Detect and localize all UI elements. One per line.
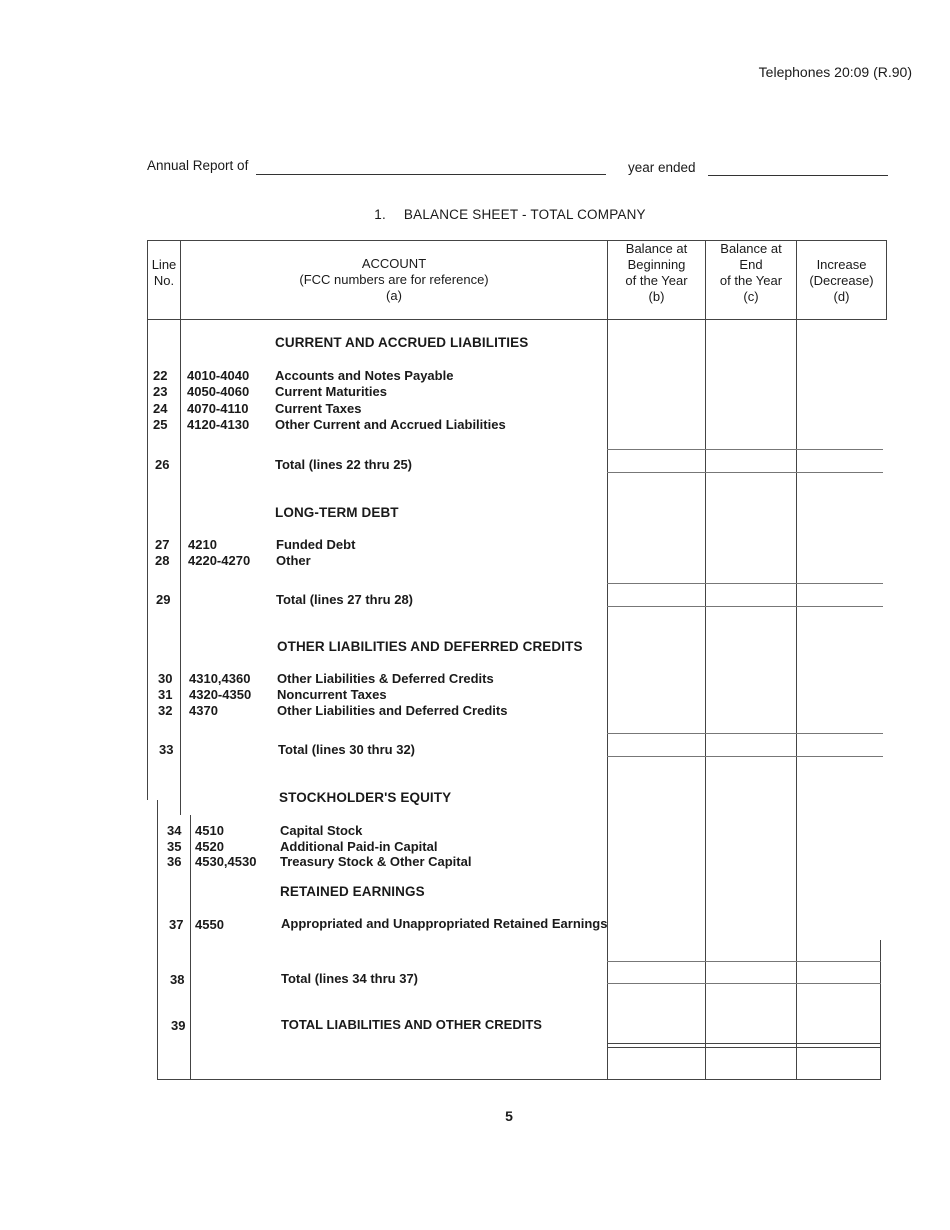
code-31: 4320-4350 [189,687,252,702]
line-no-38: 38 [170,972,185,987]
line-no-34: 34 [167,823,182,838]
line-no-26: 26 [155,457,170,472]
desc-28: Other [276,553,311,568]
header-col-c-1: Balance at [720,241,782,256]
header-col-b-2: Beginning [627,257,686,272]
year-ended-label: year ended [628,160,696,175]
line-no-32: 32 [158,703,173,718]
header-separator [147,319,887,320]
header-account-1: ACCOUNT [361,256,427,271]
line-no-24: 24 [153,401,168,416]
desc-34: Capital Stock [280,823,363,838]
line-no-27: 27 [155,537,170,552]
section-current-liabilities: CURRENT AND ACCRUED LIABILITIES [275,335,529,350]
col-d-divider [796,240,797,1080]
total-rule-38-bottom [607,983,881,984]
desc-25: Other Current and Accrued Liabilities [275,417,506,432]
line-no-28: 28 [155,553,170,568]
code-22: 4010-4040 [187,368,250,383]
line-no-31: 31 [158,687,173,702]
code-23: 4050-4060 [187,384,250,399]
code-35: 4520 [195,839,224,854]
title-number: 1. [374,207,386,222]
year-ended-field[interactable] [708,175,888,176]
header-col-d-3: (d) [833,289,850,304]
page-title [0,207,950,222]
desc-29: Total (lines 27 thru 28) [276,592,414,607]
desc-36: Treasury Stock & Other Capital [280,854,472,869]
line-no-35: 35 [167,839,182,854]
header-line-no [148,257,180,289]
code-36: 4530,4530 [195,854,257,869]
line-no-33: 33 [159,742,174,757]
form-identifier: Telephones 20:09 (R.90) [758,64,912,80]
page-number: 5 [505,1108,513,1124]
left-border [147,320,148,800]
header-col-b-4: (b) [648,289,665,304]
desc-37: Appropriated and Unappropriated Retained Earnings [281,916,608,931]
col-c-divider [705,240,706,1080]
line-no-29: 29 [156,592,171,607]
code-27: 4210 [188,537,217,552]
code-34: 4510 [195,823,224,838]
desc-24: Current Taxes [275,401,362,416]
header-line-no-1: Line [151,257,177,272]
right-border-header [886,240,887,320]
code-24: 4070-4110 [187,401,249,416]
line-no-25: 25 [153,417,168,432]
code-30: 4310,4360 [189,671,251,686]
header-account-3: (a) [386,288,402,303]
header-col-c [706,241,796,305]
header-col-d [797,257,886,305]
total-rule-26-bottom [607,472,883,473]
code-37: 4550 [195,917,224,932]
total-rule-29-top [607,583,883,584]
header-col-d-2: (Decrease) [809,273,874,288]
annual-report-label: Annual Report of [147,158,249,173]
total-rule-33-top [607,733,883,734]
line-no-30: 30 [158,671,173,686]
header-account [181,256,607,304]
code-32: 4370 [189,703,218,718]
table-bottom-border [157,1079,881,1080]
desc-39: TOTAL LIABILITIES AND OTHER CREDITS [281,1017,542,1032]
desc-31: Noncurrent Taxes [277,687,387,702]
total-rule-29-bottom [607,606,883,607]
desc-35: Additional Paid-in Capital [280,839,438,854]
left-border-lower [157,800,158,1080]
section-long-term-debt: LONG-TERM DEBT [275,505,399,520]
total-rule-39-double [607,1047,881,1048]
code-28: 4220-4270 [188,553,251,568]
total-rule-26-top [607,449,883,450]
line-no-divider [180,240,181,815]
header-col-b-3: of the Year [625,273,688,288]
total-rule-33-bottom [607,756,883,757]
header-col-b-1: Balance at [625,241,688,256]
line-no-39: 39 [171,1018,186,1033]
desc-38: Total (lines 34 thru 37) [281,971,419,986]
total-rule-39-top [607,1043,881,1044]
line-no-22: 22 [153,368,168,383]
total-rule-38-top [607,961,881,962]
section-other-liabilities: OTHER LIABILITIES AND DEFERRED CREDITS [277,639,583,654]
code-25: 4120-4130 [187,417,250,432]
title-text: BALANCE SHEET - TOTAL COMPANY [403,207,646,222]
col-b-divider [607,240,608,1080]
line-no-divider-lower [190,815,191,1080]
desc-32: Other Liabilities and Deferred Credits [277,703,508,718]
company-name-field[interactable] [256,174,606,175]
desc-23: Current Maturities [275,384,387,399]
desc-26: Total (lines 22 thru 25) [275,457,413,472]
desc-33: Total (lines 30 thru 32) [278,742,416,757]
header-account-2: (FCC numbers are for reference) [299,272,489,287]
desc-30: Other Liabilities & Deferred Credits [277,671,494,686]
header-col-c-3: of the Year [719,273,783,288]
line-no-23: 23 [153,384,168,399]
header-col-c-4: (c) [743,289,759,304]
header-line-no-2: No. [153,273,175,288]
line-no-36: 36 [167,854,182,869]
header-col-d-1: Increase [816,257,867,272]
header-col-c-2: End [739,257,763,272]
section-retained-earnings: RETAINED EARNINGS [280,884,425,899]
desc-27: Funded Debt [276,537,356,552]
desc-22: Accounts and Notes Payable [275,368,454,383]
table-top-border [147,240,607,241]
header-col-b [608,241,705,305]
line-no-37: 37 [169,917,184,932]
section-stockholders-equity: STOCKHOLDER'S EQUITY [279,790,452,805]
